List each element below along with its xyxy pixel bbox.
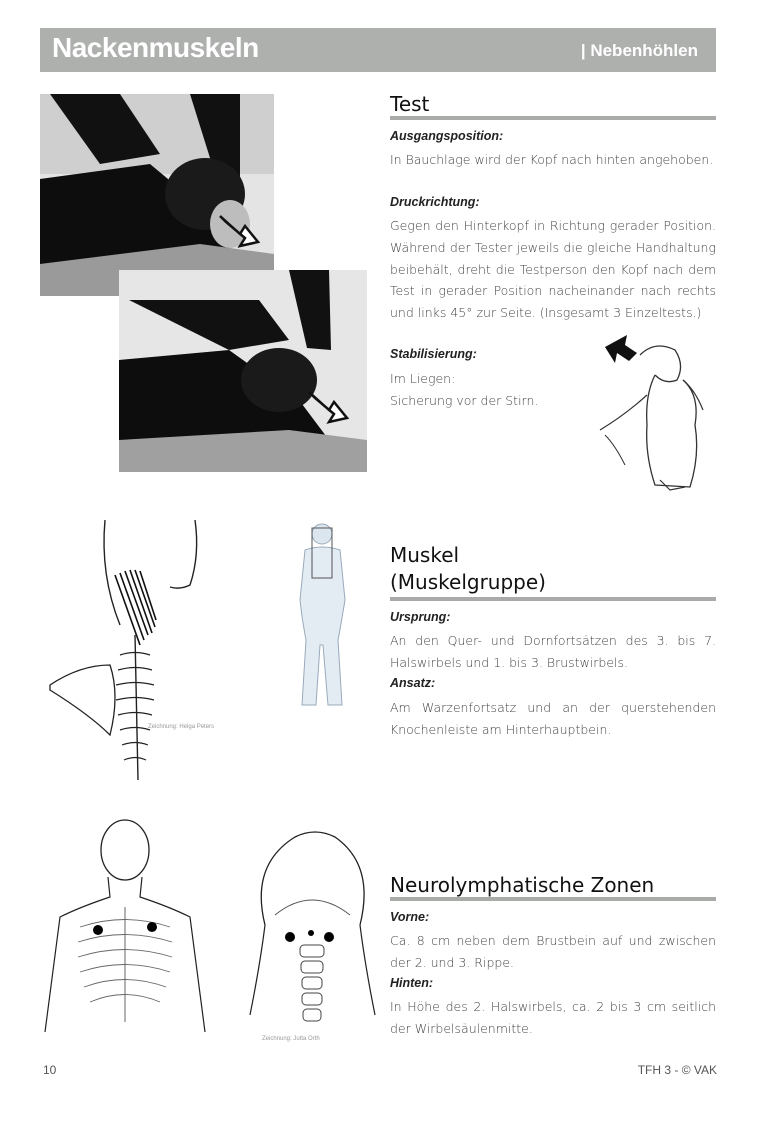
hinten-label: Hinten: [390,976,434,990]
ausgang-label: Ausgangsposition: [390,129,504,143]
neuro-heading: Neurolymphatische Zonen [390,873,655,897]
test-photo-1 [40,94,274,296]
ursprung-label: Ursprung: [390,610,451,624]
stab-label: Stabilisierung: [390,347,477,361]
test-heading: Test [390,92,430,116]
druck-label: Druckrichtung: [390,195,480,209]
neuro-credit: Zeichnung: Jutta Orth [262,1036,320,1042]
druck-text: Gegen den Hinterkopf in Richtung gerader Position. Während der Tester jeweils die gleiche Handhaltung beibehält, dreht die Testperson den Kopf nach dem Test in gerader Position nacheinander nach rechts und links 45° zur Seite. (Insgesamt 3 Einzeltests.) [390,218,716,321]
neuro-heading-rule [390,897,716,901]
page-title: Nackenmuskeln [52,32,259,63]
muskel-credit: Zeichnung: Helga Peters [148,724,215,730]
hinten-text: In Höhe des 2. Halswirbels, ca. 2 bis 3 cm seitlich der Wirbelsäulenmitte. [390,999,716,1036]
back-figure [290,520,355,710]
muskel-heading-2: (Muskelgruppe) [390,570,546,594]
muskel-heading-rule [390,597,716,601]
neck-muscle-drawing [40,515,265,785]
page-subtitle: | Nebenhöhlen [580,41,698,60]
test-photo-2 [119,270,367,472]
vorne-label: Vorne: [390,910,430,924]
photo-2-drawing [119,270,367,472]
stab-line-2: Sicherung vor der Stirn. [390,393,539,408]
page-number: 10 [43,1063,57,1077]
footer-copyright: TFH 3 - © VAK [637,1063,717,1077]
muskel-heading-1: Muskel [390,543,460,567]
ansatz-label: Ansatz: [390,676,436,690]
vorne-text: Ca. 8 cm neben dem Brustbein auf und zwischen der 2. und 3. Rippe. [390,933,716,970]
photo-1-drawing [40,94,274,296]
test-heading-rule [390,116,716,120]
header-bar [40,28,716,72]
back-head-drawing [245,825,380,1040]
ansatz-text: Am Warzenfortsatz und an der querstehenden Knochenleiste am Hinterhauptbein. [390,700,716,737]
ursprung-text: An den Quer- und Dornfortsätzen des 3. bis 7. Halswirbels und 1. bis 3. Brustwirbels. [390,633,716,670]
stab-line-1: Im Liegen: [390,371,456,386]
ausgang-text: In Bauchlage wird der Kopf nach hinten angehoben. [390,152,714,167]
front-torso-drawing [40,812,230,1042]
test-sketch [585,335,715,510]
